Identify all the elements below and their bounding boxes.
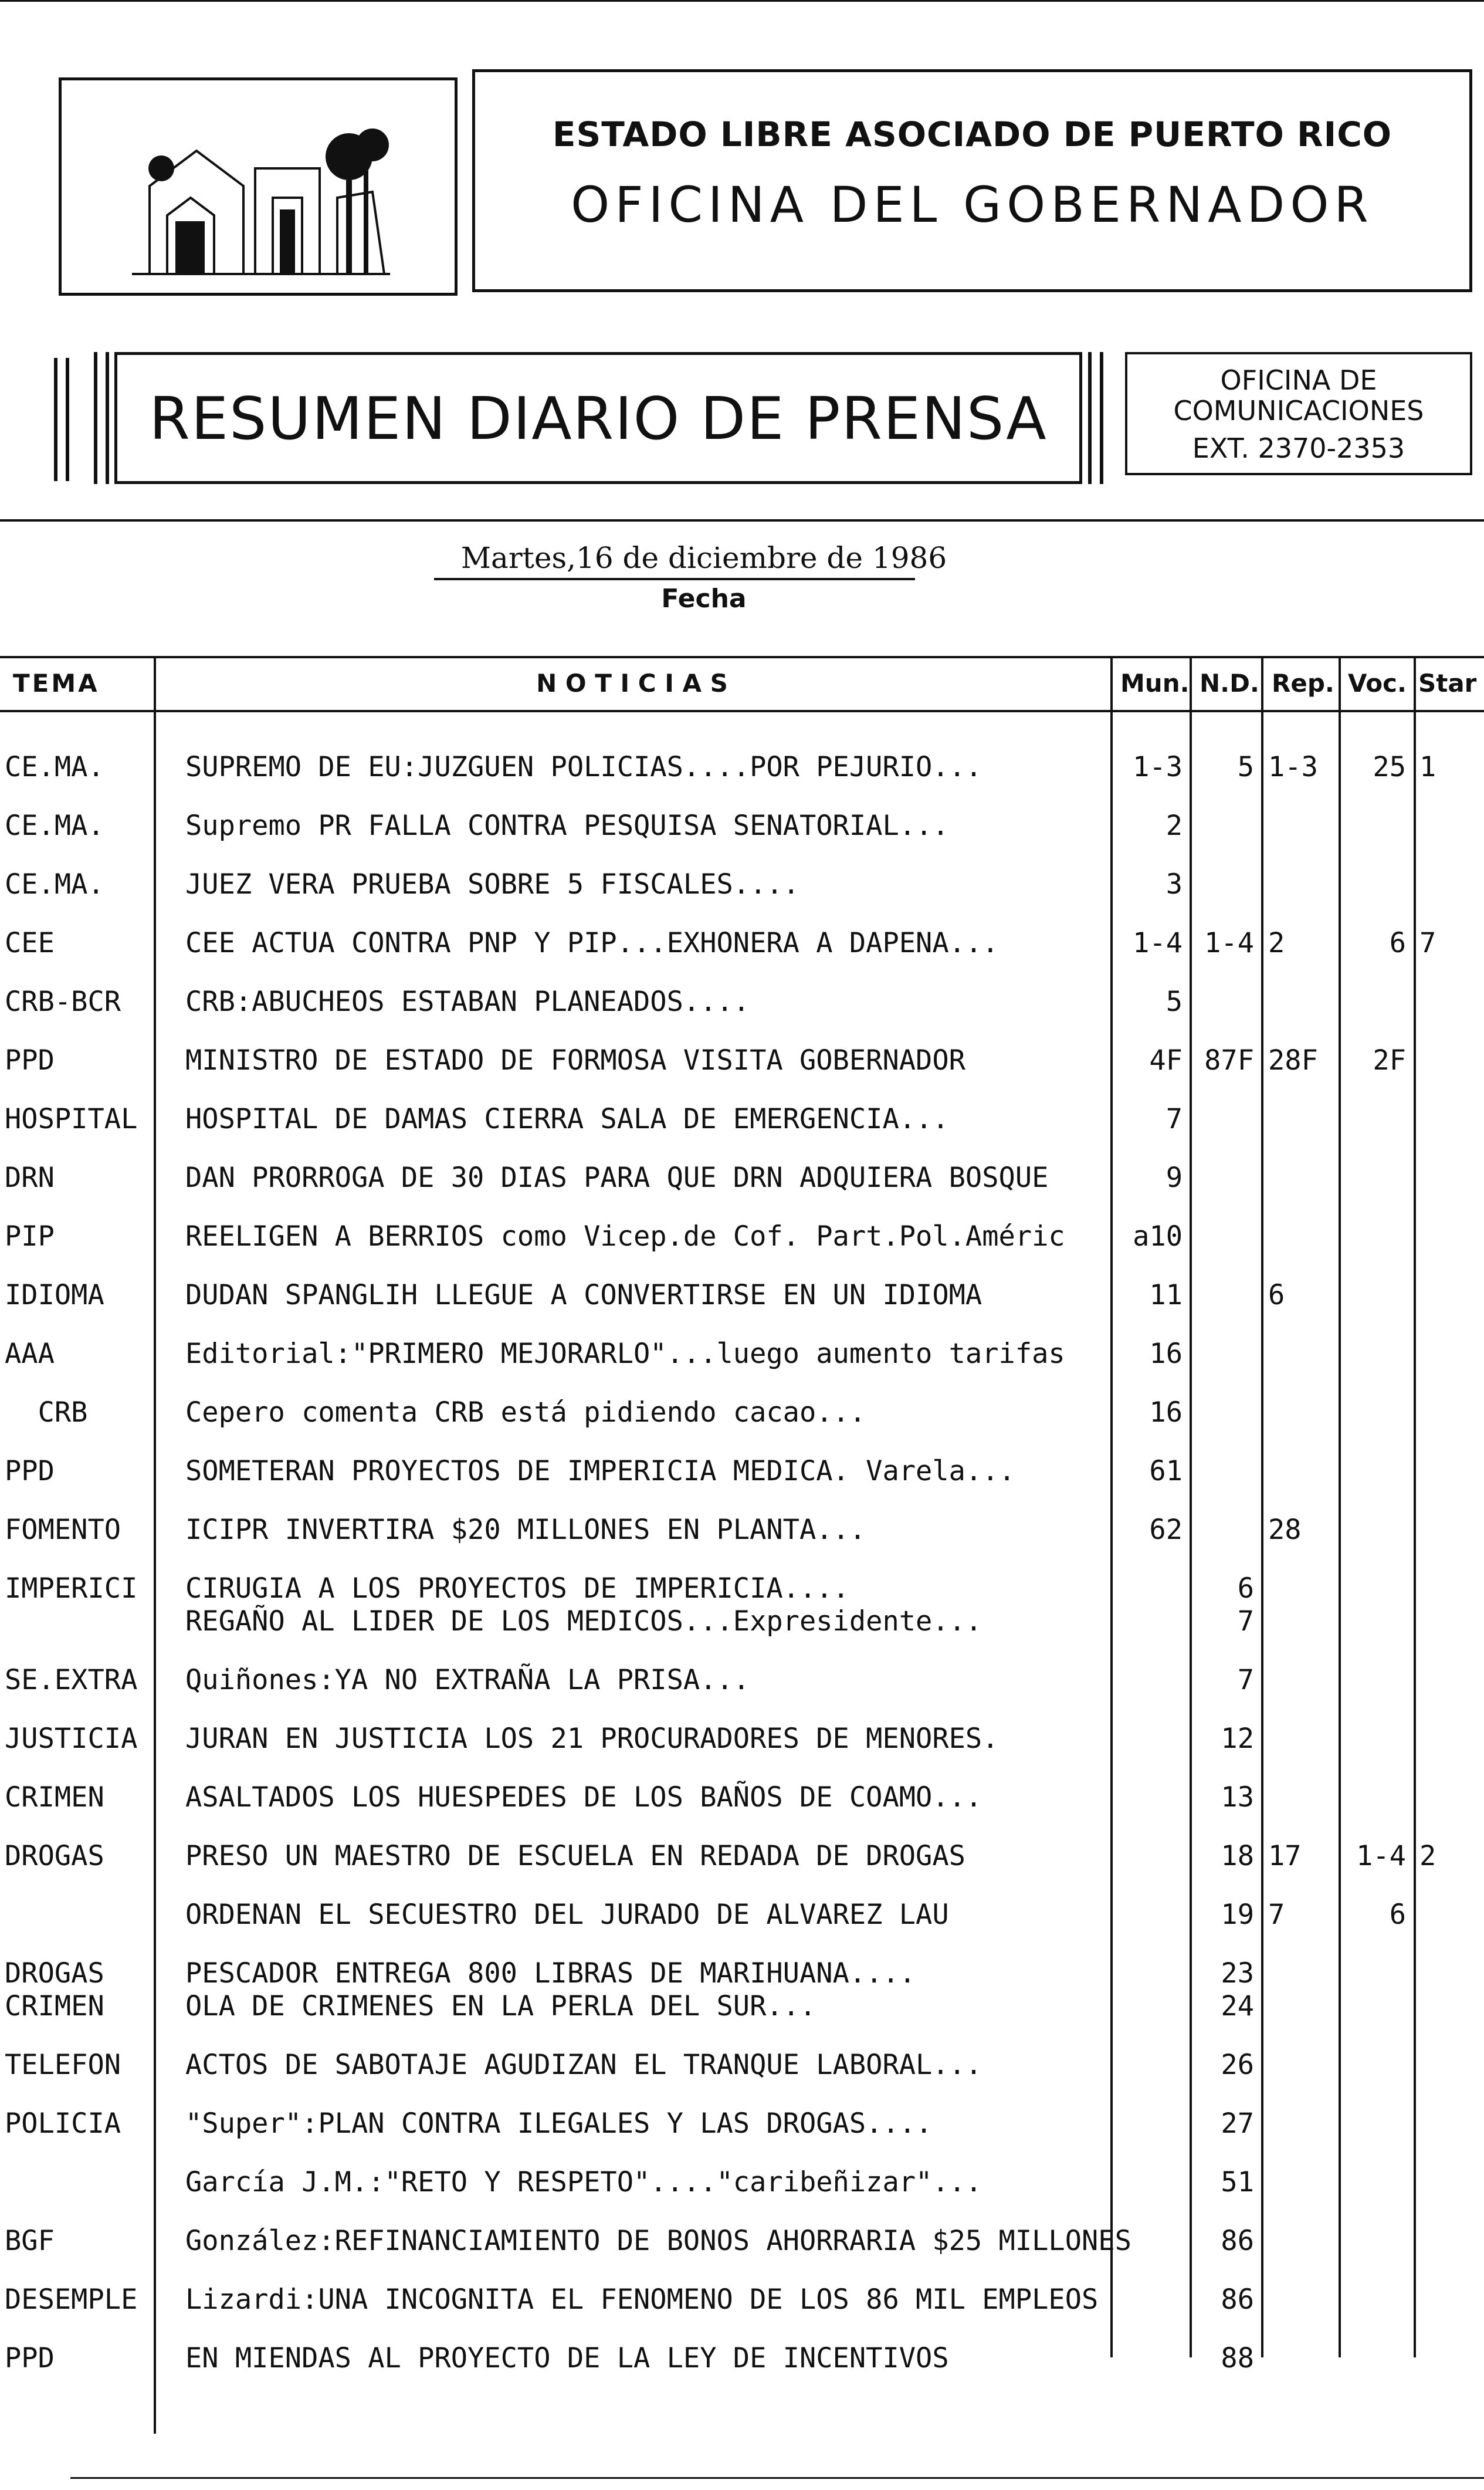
row-headline: OLA DE CRIMENES EN LA PERLA DEL SUR... bbox=[185, 1990, 816, 2022]
row-tema: DROGAS bbox=[5, 1957, 104, 1990]
row-headline: CRB:ABUCHEOS ESTABAN PLANEADOS.... bbox=[185, 986, 750, 1018]
row-tema: BGF bbox=[5, 2225, 55, 2257]
row-nd: 18 bbox=[1221, 1840, 1254, 1872]
row-headline: PRESO UN MAESTRO DE ESCUELA EN REDADA DE DROGAS bbox=[185, 1840, 965, 1872]
bottom-rule bbox=[70, 2477, 1484, 2479]
row-tema: CRIMEN bbox=[5, 1781, 104, 1814]
col-line-rep bbox=[1339, 656, 1341, 2357]
row-mun: 4F bbox=[1149, 1044, 1183, 1077]
row-star: 1 bbox=[1419, 751, 1436, 783]
left-bars-2 bbox=[94, 352, 109, 484]
row-headline: García J.M.:"RETO Y RESPETO"...."caribeñizar"... bbox=[185, 2166, 982, 2198]
row-nd: 13 bbox=[1221, 1781, 1254, 1814]
row-mun: 7 bbox=[1165, 1103, 1183, 1135]
row-mun: 61 bbox=[1149, 1455, 1183, 1487]
header-rule bbox=[0, 519, 1484, 522]
row-tema: HOSPITAL bbox=[5, 1103, 138, 1135]
row-tema: PPD bbox=[5, 1044, 55, 1077]
row-tema: JUSTICIA bbox=[5, 1723, 138, 1755]
row-headline: González:REFINANCIAMIENTO DE BONOS AHORRARIA $25 MILLONES bbox=[185, 2225, 1131, 2257]
row-headline: ASALTADOS LOS HUESPEDES DE LOS BAÑOS DE COAMO... bbox=[185, 1781, 982, 1814]
row-mun: 1-4 bbox=[1133, 927, 1183, 959]
row-headline: DUDAN SPANGLIH LLEGUE A CONVERTIRSE EN UN IDIOMA bbox=[185, 1279, 982, 1311]
logo-frame bbox=[59, 77, 458, 296]
row-nd: 51 bbox=[1221, 2166, 1254, 2198]
row-tema: IMPERICI bbox=[5, 1572, 138, 1605]
row-mun: 9 bbox=[1165, 1162, 1183, 1194]
row-nd: 12 bbox=[1221, 1723, 1254, 1755]
row-headline: HOSPITAL DE DAMAS CIERRA SALA DE EMERGENCIA... bbox=[185, 1103, 949, 1135]
row-tema: CE.MA. bbox=[5, 868, 104, 901]
row-mun: 11 bbox=[1149, 1279, 1183, 1311]
row-tema: CE.MA. bbox=[5, 751, 104, 783]
row-headline: "Super":PLAN CONTRA ILEGALES Y LAS DROGAS.... bbox=[185, 2107, 933, 2140]
row-mun: 16 bbox=[1149, 1338, 1183, 1370]
row-headline: EN MIENDAS AL PROYECTO DE LA LEY DE INCENTIVOS bbox=[185, 2342, 949, 2374]
office-line3: EXT. 2370-2353 bbox=[1192, 432, 1405, 464]
row-tema: DRN bbox=[5, 1162, 55, 1194]
row-voc: 6 bbox=[1389, 927, 1406, 959]
row-headline: Quiñones:YA NO EXTRAÑA LA PRISA... bbox=[185, 1664, 750, 1696]
row-headline: CEE ACTUA CONTRA PNP Y PIP...EXHONERA A DAPENA... bbox=[185, 927, 999, 959]
row-nd: 86 bbox=[1221, 2283, 1254, 2316]
row-mun: 2 bbox=[1165, 810, 1183, 842]
row-headline: SUPREMO DE EU:JUZGUEN POLICIAS....POR PEJURIO... bbox=[185, 751, 982, 783]
left-bars bbox=[54, 358, 69, 481]
row-tema: PIP bbox=[5, 1220, 55, 1253]
row-headline: CIRUGIA A LOS PROYECTOS DE IMPERICIA.... bbox=[185, 1572, 849, 1605]
row-nd: 87F bbox=[1204, 1044, 1254, 1077]
row-headline: JUEZ VERA PRUEBA SOBRE 5 FISCALES.... bbox=[185, 868, 799, 901]
col-line-nd bbox=[1261, 656, 1263, 2357]
row-tema: PPD bbox=[5, 2342, 55, 2374]
row-mun: 1-3 bbox=[1133, 751, 1183, 783]
col-line-tema bbox=[154, 656, 156, 2434]
row-tema: IDIOMA bbox=[5, 1279, 104, 1311]
date-underline bbox=[434, 578, 915, 580]
row-tema: CRB-BCR bbox=[5, 986, 121, 1018]
row-nd: 7 bbox=[1237, 1664, 1254, 1696]
row-nd: 88 bbox=[1221, 2342, 1254, 2374]
row-rep: 28F bbox=[1268, 1044, 1318, 1077]
row-rep: 17 bbox=[1268, 1840, 1302, 1872]
row-nd: 24 bbox=[1221, 1990, 1254, 2022]
row-voc: 1-4 bbox=[1356, 1840, 1406, 1872]
row-headline: ICIPR INVERTIRA $20 MILLONES EN PLANTA... bbox=[185, 1514, 866, 1546]
row-headline: Cepero comenta CRB está pidiendo cacao... bbox=[185, 1396, 866, 1429]
row-tema: CEE bbox=[5, 927, 55, 959]
row-tema: POLICIA bbox=[5, 2107, 121, 2140]
row-voc: 2F bbox=[1373, 1044, 1406, 1077]
row-rep: 1-3 bbox=[1268, 751, 1318, 783]
row-headline: Supremo PR FALLA CONTRA PESQUISA SENATORIAL... bbox=[185, 810, 949, 842]
row-nd: 26 bbox=[1221, 2049, 1254, 2081]
col-header-voc: Voc. bbox=[1348, 669, 1407, 698]
header-line2: OFICINA DEL GOBERNADOR bbox=[571, 176, 1374, 234]
office-line2: COMUNICACIONES bbox=[1173, 395, 1424, 427]
col-line-mun bbox=[1190, 656, 1192, 2357]
col-line-voc bbox=[1414, 656, 1416, 2357]
row-headline: Editorial:"PRIMERO MEJORARLO"...luego aumento tarifas bbox=[185, 1338, 1065, 1370]
row-headline: Lizardi:UNA INCOGNITA EL FENOMENO DE LOS 86 MIL EMPLEOS bbox=[185, 2283, 1099, 2316]
row-headline: JURAN EN JUSTICIA LOS 21 PROCURADORES DE MENORES. bbox=[185, 1723, 999, 1755]
row-rep: 2 bbox=[1268, 927, 1285, 959]
row-nd: 86 bbox=[1221, 2225, 1254, 2257]
row-rep: 7 bbox=[1268, 1899, 1285, 1931]
resumen-title: RESUMEN DIARIO DE PRENSA bbox=[149, 384, 1048, 453]
row-nd: 6 bbox=[1237, 1572, 1254, 1605]
row-headline: DAN PRORROGA DE 30 DIAS PARA QUE DRN ADQUIERA BOSQUE bbox=[185, 1162, 1049, 1194]
top-rule bbox=[0, 0, 1484, 2]
col-header-star: Star bbox=[1418, 669, 1477, 698]
row-voc: 25 bbox=[1373, 751, 1406, 783]
office-line1: OFICINA DE bbox=[1220, 364, 1377, 396]
row-tema: SE.EXTRA bbox=[5, 1664, 138, 1696]
row-rep: 28 bbox=[1268, 1514, 1302, 1546]
row-tema: DESEMPLE bbox=[5, 2283, 138, 2316]
fortaleza-logo-icon bbox=[126, 116, 396, 280]
header-line1: ESTADO LIBRE ASOCIADO DE PUERTO RICO bbox=[552, 114, 1392, 154]
date-text: Martes,16 de diciembre de 1986 bbox=[460, 541, 947, 575]
row-mun: 5 bbox=[1165, 986, 1183, 1018]
date-label: Fecha bbox=[661, 584, 747, 614]
row-tema: AAA bbox=[5, 1338, 55, 1370]
row-headline: ORDENAN EL SECUESTRO DEL JURADO DE ALVAREZ LAU bbox=[185, 1899, 949, 1931]
row-headline: REGAÑO AL LIDER DE LOS MEDICOS...Expresidente... bbox=[185, 1605, 982, 1638]
row-tema: CRB bbox=[5, 1396, 88, 1429]
row-star: 7 bbox=[1419, 927, 1436, 959]
row-tema: DROGAS bbox=[5, 1840, 104, 1872]
row-nd: 19 bbox=[1221, 1899, 1254, 1931]
right-bars bbox=[1088, 352, 1103, 484]
col-header-mun: Mun. bbox=[1120, 669, 1190, 698]
row-nd: 5 bbox=[1237, 751, 1254, 783]
col-line-noticias bbox=[1110, 656, 1113, 2357]
col-header-rep: Rep. bbox=[1272, 669, 1334, 698]
col-header-noticias: N O T I C I A S bbox=[536, 669, 728, 698]
row-headline: REELIGEN A BERRIOS como Vicep.de Cof. Part.Pol.Améric bbox=[185, 1220, 1065, 1253]
row-mun: 16 bbox=[1149, 1396, 1183, 1429]
row-mun: 3 bbox=[1165, 868, 1183, 901]
row-mun: 62 bbox=[1149, 1514, 1183, 1546]
row-headline: PESCADOR ENTREGA 800 LIBRAS DE MARIHUANA.... bbox=[185, 1957, 916, 1990]
row-tema: TELEFON bbox=[5, 2049, 121, 2081]
row-tema: CRIMEN bbox=[5, 1990, 104, 2022]
row-headline: ACTOS DE SABOTAJE AGUDIZAN EL TRANQUE LABORAL... bbox=[185, 2049, 982, 2081]
row-mun: a10 bbox=[1133, 1220, 1183, 1253]
col-header-nd: N.D. bbox=[1200, 669, 1259, 698]
row-nd: 23 bbox=[1221, 1957, 1254, 1990]
col-header-tema: TEMA bbox=[13, 669, 100, 698]
row-tema: FOMENTO bbox=[5, 1514, 121, 1546]
row-tema: CE.MA. bbox=[5, 810, 104, 842]
row-nd: 27 bbox=[1221, 2107, 1254, 2140]
row-headline: MINISTRO DE ESTADO DE FORMOSA VISITA GOBERNADOR bbox=[185, 1044, 965, 1077]
row-star: 2 bbox=[1419, 1840, 1436, 1872]
row-rep: 6 bbox=[1268, 1279, 1285, 1311]
row-nd: 7 bbox=[1237, 1605, 1254, 1638]
row-voc: 6 bbox=[1389, 1899, 1406, 1931]
row-tema: PPD bbox=[5, 1455, 55, 1487]
row-headline: SOMETERAN PROYECTOS DE IMPERICIA MEDICA. Varela... bbox=[185, 1455, 1015, 1487]
row-nd: 1-4 bbox=[1204, 927, 1254, 959]
